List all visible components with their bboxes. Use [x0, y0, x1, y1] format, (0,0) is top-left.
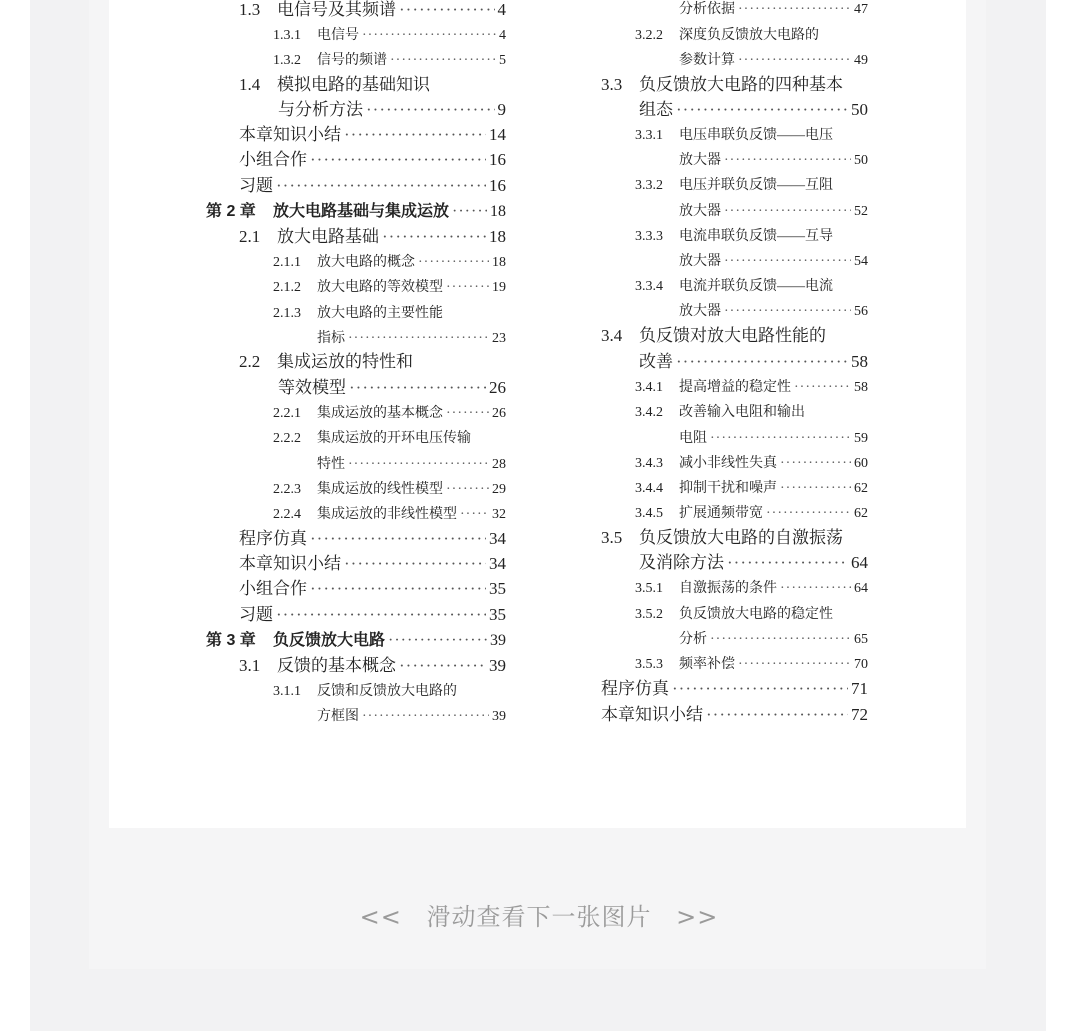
toc-entry: [635, 454, 868, 474]
toc-entry-title: 习题: [239, 176, 273, 195]
dot-leader: [344, 125, 486, 145]
toc-entry-title: 电压串联负反馈——电压: [679, 128, 833, 143]
toc-entry-page: 52: [854, 204, 868, 219]
toc-entry: [679, 0, 868, 20]
toc-entry-title: 改善输入电阻和输出: [679, 405, 805, 420]
toc-entry-page: 62: [854, 506, 868, 521]
dot-leader: [310, 150, 486, 170]
toc-entry: [635, 403, 868, 423]
toc-entry: [635, 479, 868, 499]
toc-entry-page: 4: [497, 0, 506, 19]
toc-entry-number: 2.2.2: [273, 431, 301, 446]
toc-entry: [635, 504, 868, 524]
toc-entry-number: 2.2.3: [273, 482, 301, 497]
dot-leader: [310, 529, 486, 549]
toc-entry-page: 35: [489, 605, 506, 624]
toc-entry-number: 第 3 章: [206, 632, 256, 649]
toc-entry: [679, 51, 868, 71]
toc-entry-title: 电流并联负反馈——电流: [679, 279, 833, 294]
toc-entry-page: 59: [854, 431, 868, 446]
toc-entry-title: 程序仿真: [601, 679, 669, 698]
toc-entry-title: 减小非线性失真: [679, 456, 777, 471]
dot-leader: [706, 705, 848, 725]
toc-entry-number: 3.1.1: [273, 684, 301, 699]
toc-entry: [273, 682, 506, 702]
toc-entry: [206, 202, 506, 222]
dot-leader: [362, 26, 496, 46]
toc-entry-page: 28: [492, 457, 506, 472]
dot-leader: [310, 579, 486, 599]
toc-entry-title: 本章知识小结: [239, 554, 341, 573]
toc-entry: [239, 150, 506, 170]
toc-entry-page: 56: [854, 304, 868, 319]
toc-entry-title: 程序仿真: [239, 529, 307, 548]
toc-entry-number: 3.4.2: [635, 405, 663, 420]
toc-entry: [601, 705, 868, 725]
toc-entry-title: 放大器: [679, 153, 721, 168]
toc-entry-number: 1.3.2: [273, 53, 301, 68]
toc-entry-page: 60: [854, 456, 868, 471]
toc-entry-title: 习题: [239, 605, 273, 624]
toc-entry-number: 2.1.1: [273, 255, 301, 270]
dot-leader: [399, 656, 486, 676]
next-arrows: >>: [676, 903, 719, 931]
dot-leader: [460, 505, 489, 525]
dot-leader: [276, 605, 486, 625]
toc-entry: [635, 26, 868, 46]
toc-entry: [239, 656, 506, 676]
dot-leader: [390, 51, 496, 71]
dot-leader: [446, 480, 489, 500]
toc-entry-title: 指标: [317, 331, 345, 346]
toc-entry-number: 3.5.3: [635, 657, 663, 672]
toc-entry: [635, 277, 868, 297]
toc-entry-page: 4: [499, 28, 506, 43]
dot-leader: [276, 176, 486, 196]
toc-entry-page: 18: [492, 255, 506, 270]
toc-entry-title: 本章知识小结: [239, 125, 341, 144]
toc-entry: [273, 304, 506, 324]
toc-entry-title: 小组合作: [239, 150, 307, 169]
toc-entry-title: 负反馈放大电路的稳定性: [679, 607, 833, 622]
toc-entry: [635, 378, 868, 398]
toc-entry: [239, 0, 506, 20]
toc-entry-page: 35: [489, 579, 506, 598]
toc-entry-title: 改善: [639, 352, 673, 371]
toc-entry-page: 47: [854, 2, 868, 17]
dot-leader: [366, 100, 495, 120]
toc-entry: [273, 404, 506, 424]
toc-entry: [239, 605, 506, 625]
toc-entry: [601, 326, 868, 346]
toc-entry-number: 3.3.4: [635, 279, 663, 294]
toc-entry: [239, 352, 506, 372]
toc-entry: [278, 378, 506, 398]
toc-entry-title: 本章知识小结: [601, 705, 703, 724]
toc-entry: [239, 529, 506, 549]
toc-entry: [273, 505, 506, 525]
toc-entry-page: 29: [492, 482, 506, 497]
toc-entry-title: 小组合作: [239, 579, 307, 598]
toc-entry-title: 自激振荡的条件: [679, 581, 777, 596]
toc-entry-page: 14: [489, 125, 506, 144]
toc-entry: [273, 278, 506, 298]
toc-entry-page: 18: [490, 203, 506, 220]
toc-entry-title: 等效模型: [278, 378, 346, 397]
toc-entry-title: 电流串联负反馈——互导: [679, 229, 833, 244]
toc-entry-title: 集成运放的非线性模型: [317, 507, 457, 522]
dot-leader: [780, 479, 851, 499]
toc-entry: [679, 630, 868, 650]
toc-entry-number: 1.4: [239, 75, 261, 94]
toc-entry-number: 3.3: [601, 75, 623, 94]
toc-entry: [639, 352, 868, 372]
dot-leader: [348, 455, 489, 475]
toc-entry-number: 3.1: [239, 656, 261, 675]
toc-entry-title: 集成运放的线性模型: [317, 482, 443, 497]
dot-leader: [418, 253, 489, 273]
dot-leader: [362, 707, 489, 727]
toc-entry: [635, 126, 868, 146]
toc-entry-title: 及消除方法: [639, 553, 724, 572]
toc-entry: [639, 100, 868, 120]
toc-entry: [239, 125, 506, 145]
toc-entry-title: 集成运放的特性和: [277, 352, 413, 371]
toc-entry: [239, 227, 506, 247]
toc-entry: [317, 329, 506, 349]
toc-entry: [273, 480, 506, 500]
dot-leader: [446, 404, 489, 424]
toc-entry-title: 集成运放的开环电压传输: [317, 431, 471, 446]
toc-entry-page: 71: [851, 679, 868, 698]
toc-entry-page: 23: [492, 331, 506, 346]
dot-leader: [446, 278, 489, 298]
toc-entry-page: 18: [489, 227, 506, 246]
dot-leader: [710, 630, 851, 650]
toc-entry-page: 16: [489, 176, 506, 195]
toc-entry-title: 分析依据: [679, 2, 735, 17]
toc-entry-number: 3.2.2: [635, 28, 663, 43]
toc-entry-title: 组态: [639, 100, 673, 119]
dot-leader: [399, 0, 495, 20]
toc-entry-title: 负反馈对放大电路性能的: [639, 326, 826, 345]
dot-leader: [724, 252, 851, 272]
toc-entry: [273, 51, 506, 71]
toc-entry-title: 信号的频谱: [317, 53, 387, 68]
toc-entry-title: 反馈的基本概念: [277, 656, 396, 675]
dot-leader: [738, 51, 851, 71]
toc-entry: [601, 528, 868, 548]
dot-leader: [780, 454, 851, 474]
toc-entry-page: 26: [492, 406, 506, 421]
toc-entry: [601, 679, 868, 699]
toc-entry-number: 2.2.4: [273, 507, 301, 522]
toc-entry-number: 2.1.2: [273, 280, 301, 295]
toc-entry-number: 3.5: [601, 528, 623, 547]
toc-entry: [239, 75, 506, 95]
toc-entry: [679, 151, 868, 171]
toc-entry-title: 放大器: [679, 304, 721, 319]
toc-entry-number: 3.5.1: [635, 581, 663, 596]
toc-entry-page: 72: [851, 705, 868, 724]
toc-entry: [679, 429, 868, 449]
toc-entry-page: 70: [854, 657, 868, 672]
dot-leader: [382, 227, 486, 247]
toc-entry-title: 扩展通频带宽: [679, 506, 763, 521]
toc-entry-page: 64: [854, 581, 868, 596]
toc-entry: [679, 252, 868, 272]
toc-entry-number: 1.3: [239, 0, 261, 19]
toc-entry-page: 58: [851, 352, 868, 371]
toc-entry-title: 特性: [317, 457, 345, 472]
toc-entry-number: 3.4.4: [635, 481, 663, 496]
toc-entry: [639, 553, 868, 573]
toc-entry-title: 放大电路基础: [277, 227, 379, 246]
toc-entry: [679, 202, 868, 222]
toc-entry: [278, 100, 506, 120]
toc-entry-title: 分析: [679, 632, 707, 647]
toc-entry-title: 负反馈放大电路的自激振荡: [639, 528, 843, 547]
dot-leader: [676, 352, 848, 372]
toc-entry-page: 50: [854, 153, 868, 168]
toc-entry: [273, 429, 506, 449]
toc-entry-page: 32: [492, 507, 506, 522]
toc-entry: [601, 75, 868, 95]
toc-entry-title: 参数计算: [679, 53, 735, 68]
toc-entry-title: 与分析方法: [278, 100, 363, 119]
toc-entry: [635, 655, 868, 675]
toc-entry-title: 放大电路的概念: [317, 255, 415, 270]
dot-leader: [724, 202, 851, 222]
dot-leader: [727, 553, 848, 573]
toc-entry-title: 放大电路基础与集成运放: [273, 203, 450, 220]
toc-entry-title: 负反馈放大电路: [273, 632, 386, 649]
next-image-hint[interactable]: [0, 897, 1078, 932]
toc-entry-number: 3.3.3: [635, 229, 663, 244]
toc-entry-title: 放大电路的等效模型: [317, 280, 443, 295]
toc-entry-number: 3.5.2: [635, 607, 663, 622]
toc-entry: [635, 227, 868, 247]
toc-entry-number: 3.4.3: [635, 456, 663, 471]
toc-entry-page: 5: [499, 53, 506, 68]
toc-entry-page: 62: [854, 481, 868, 496]
dot-leader: [710, 429, 851, 449]
dot-leader: [794, 378, 851, 398]
swipe-hint-label: 滑动查看下一张图片: [426, 903, 652, 931]
toc-entry-number: 1.3.1: [273, 28, 301, 43]
toc-entry: [206, 631, 506, 651]
toc-entry-title: 放大电路的主要性能: [317, 306, 443, 321]
toc-entry-number: 2.2.1: [273, 406, 301, 421]
toc-entry-title: 频率补偿: [679, 657, 735, 672]
toc-entry-page: 50: [851, 100, 868, 119]
toc-entry-page: 39: [490, 632, 506, 649]
toc-entry: [273, 26, 506, 46]
toc-entry-number: 2.2: [239, 352, 261, 371]
toc-entry-title: 放大器: [679, 204, 721, 219]
toc-entry: [317, 707, 506, 727]
dot-leader: [348, 329, 489, 349]
toc-entry: [679, 302, 868, 322]
toc-entry-page: 26: [489, 378, 506, 397]
dot-leader: [344, 554, 486, 574]
prev-arrows: <<: [359, 903, 402, 931]
toc-entry-number: 3.4.1: [635, 380, 663, 395]
dot-leader: [724, 302, 851, 322]
toc-entry-number: 3.4: [601, 326, 623, 345]
dot-leader: [738, 0, 851, 20]
toc-entry: [239, 579, 506, 599]
toc-entry-title: 方框图: [317, 709, 359, 724]
toc-entry: [239, 554, 506, 574]
toc-entry-page: 54: [854, 254, 868, 269]
toc-entry-page: 49: [854, 53, 868, 68]
toc-entry: [635, 176, 868, 196]
toc-entry: [239, 176, 506, 196]
toc-entry-title: 电信号及其频谱: [277, 0, 396, 19]
toc-entry-number: 3.3.1: [635, 128, 663, 143]
toc-entry-page: 39: [492, 709, 506, 724]
toc-entry-title: 放大器: [679, 254, 721, 269]
toc-entry-page: 65: [854, 632, 868, 647]
toc-entry-number: 第 2 章: [206, 203, 256, 220]
dot-leader: [676, 100, 848, 120]
dot-leader: [724, 151, 851, 171]
toc-entry-title: 电信号: [317, 28, 359, 43]
dot-leader: [672, 679, 848, 699]
toc-entry-page: 64: [851, 553, 868, 572]
toc-entry-number: 2.1.3: [273, 306, 301, 321]
dot-leader: [766, 504, 851, 524]
toc-entry-page: 34: [489, 529, 506, 548]
toc-entry-title: 提高增益的稳定性: [679, 380, 791, 395]
toc-entry-title: 模拟电路的基础知识: [277, 75, 430, 94]
toc-entry: [317, 455, 506, 475]
toc-entry-page: 39: [489, 656, 506, 675]
toc-entry-page: 16: [489, 150, 506, 169]
toc-entry-page: 19: [492, 280, 506, 295]
dot-leader: [349, 378, 486, 398]
toc-entry-title: 电阻: [679, 431, 707, 446]
toc-entry-number: 2.1: [239, 227, 261, 246]
toc-entry-number: 3.3.2: [635, 178, 663, 193]
dot-leader: [780, 579, 851, 599]
dot-leader: [452, 202, 487, 222]
toc-entry-title: 负反馈放大电路的四种基本: [639, 75, 843, 94]
dot-leader: [738, 655, 851, 675]
toc-entry-page: 9: [497, 100, 506, 119]
dot-leader: [388, 631, 487, 651]
toc-entry: [635, 579, 868, 599]
toc-entry: [273, 253, 506, 273]
toc-entry-title: 深度负反馈放大电路的: [679, 28, 819, 43]
toc-entry-title: 集成运放的基本概念: [317, 406, 443, 421]
toc-entry-title: 电压并联负反馈——互阻: [679, 178, 833, 193]
toc-entry: [635, 605, 868, 625]
toc-entry-page: 34: [489, 554, 506, 573]
toc-entry-title: 抑制干扰和噪声: [679, 481, 777, 496]
toc-entry-title: 反馈和反馈放大电路的: [317, 684, 457, 699]
toc-entry-number: 3.4.5: [635, 506, 663, 521]
toc-entry-page: 58: [854, 380, 868, 395]
